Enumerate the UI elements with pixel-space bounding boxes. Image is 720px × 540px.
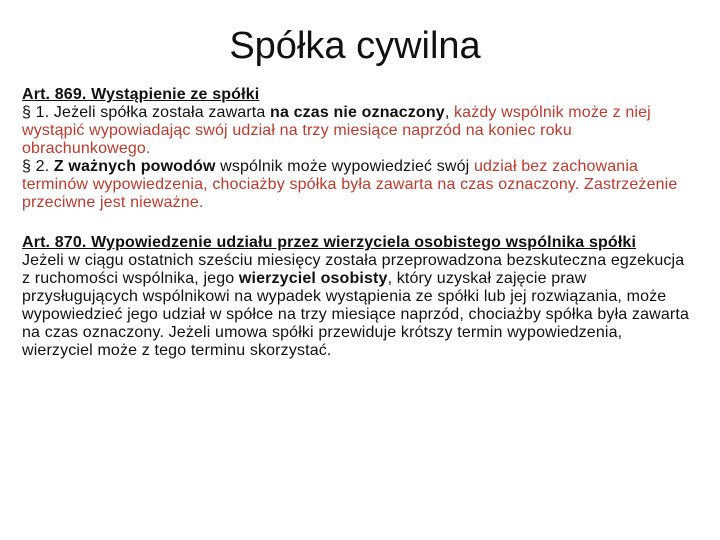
article-870-heading: Art. 870. Wypowiedzenie udziału przez wierzyciela osobistego wspólnika spółki <box>22 234 637 251</box>
paragraph-2-bold-term: Z ważnych powodów <box>53 158 216 175</box>
article-870-paragraph <box>22 252 694 360</box>
paragraph-1-red-text: każdy wspólnik może z niej wystąpić wypowiadając swój udział na trzy miesiące naprzód na koniec roku obrachunkowego. <box>22 104 651 157</box>
paragraph-2-text: wspólnik może wypowiedzieć swój <box>215 158 474 175</box>
paragraph-2-red-text: udział bez zachowania terminów wypowiedzenia, chociażby spółka była zawarta na czas oznaczony. Zastrzeżenie przeciwne jest nieważne. <box>22 158 678 211</box>
slide-title: Spółka cywilna <box>229 25 481 67</box>
article-869-heading: Art. 869. Wystąpienie ze spółki <box>22 86 260 103</box>
article-869-paragraph-2 <box>22 158 694 212</box>
article-870-bold-term: wierzyciel osobisty <box>238 270 388 287</box>
paragraph-1-intro: § 1. Jeżeli spółka została zawarta <box>22 104 271 121</box>
article-870-text-b: , który uzyskał zajęcie praw przysługujących wspólnikowi na wypadek wystąpienia ze spółki lub jej rozwiązania, może wypowiedzieć jego udział w spółce na trzy miesiące naprzód, chociażby spółka była zawarta na czas oznaczony. Jeżeli umowa spółki przewiduje krótszy termin wypowiedzenia, wierzyciel może z tego terminu skorzystać. <box>22 270 690 359</box>
article-869-paragraph-1 <box>22 104 694 158</box>
article-870-text-a: Jeżeli w ciągu ostatnich sześciu miesięcy została przeprowadzona bezskuteczna egzekucja z ruchomości wspólnika, jego <box>22 252 685 287</box>
paragraph-1-comma: , <box>444 104 455 121</box>
paragraph-1-bold-term: na czas nie oznaczony <box>270 104 445 121</box>
section-gap <box>22 212 694 234</box>
slide-content <box>22 86 694 360</box>
paragraph-2-intro: § 2. <box>22 158 54 175</box>
